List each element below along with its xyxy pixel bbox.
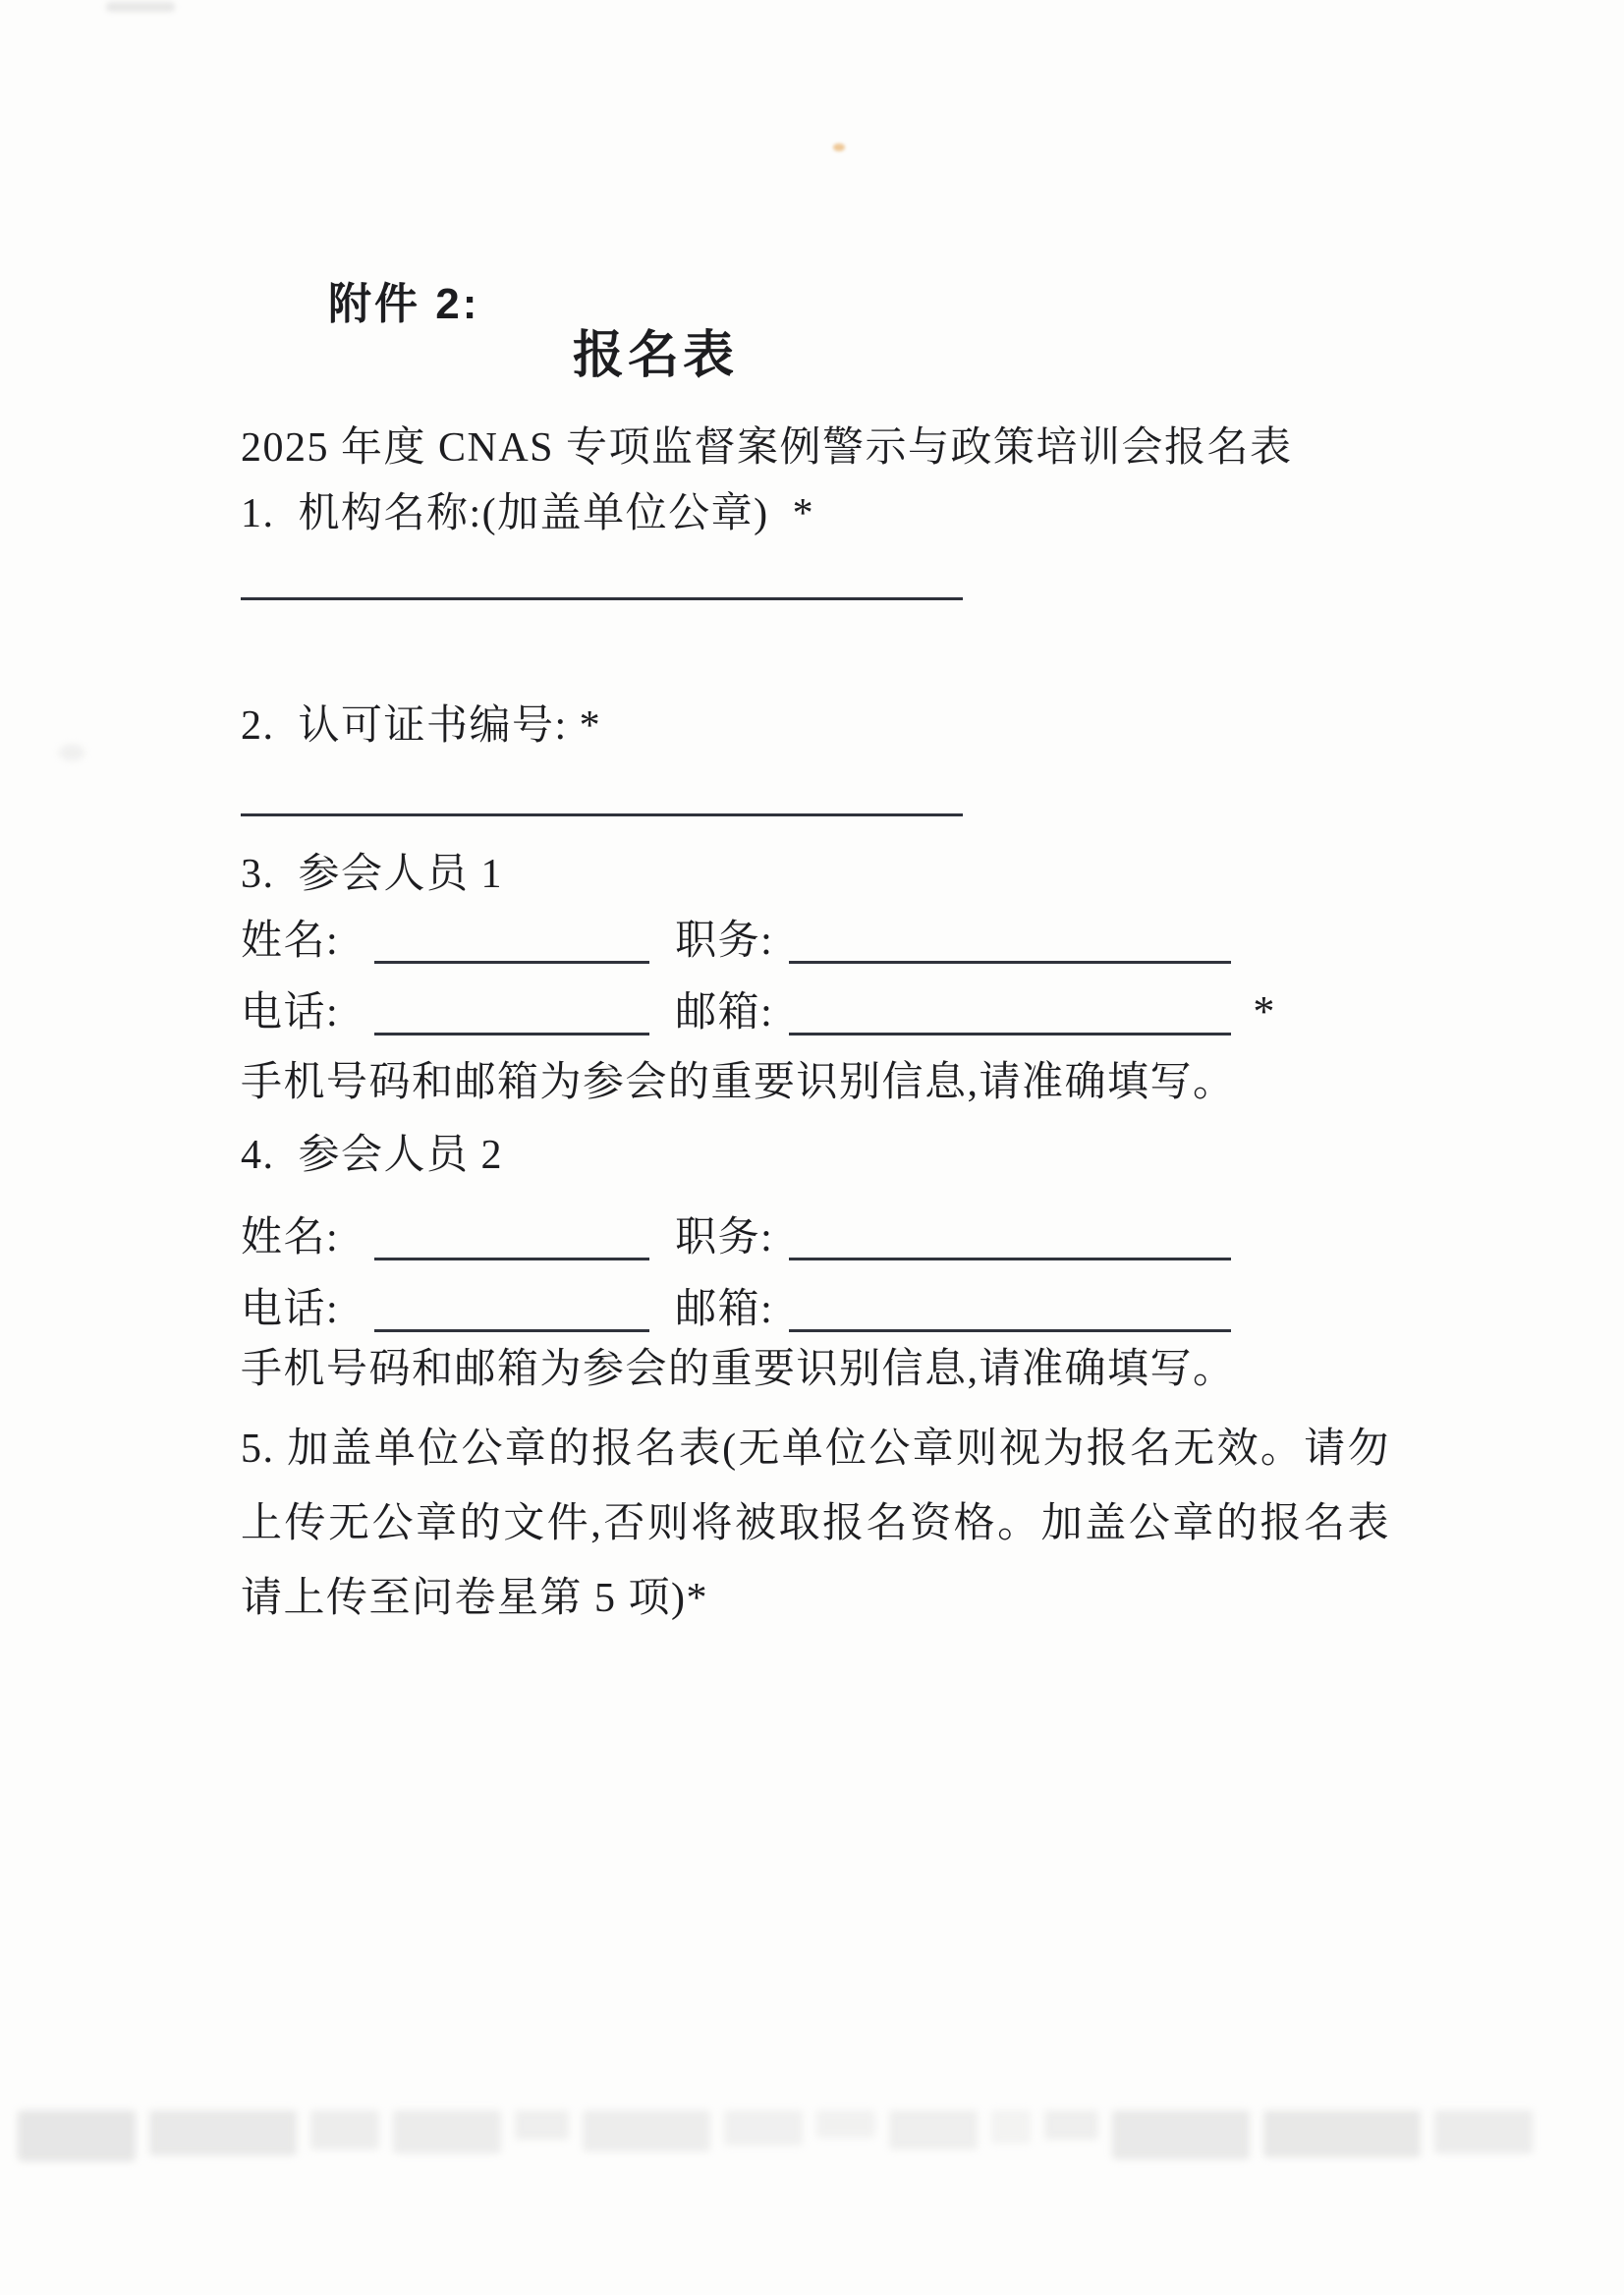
scan-artifact-blob	[310, 2110, 379, 2150]
section-3-heading: 3. 参会人员 1	[241, 852, 504, 897]
attendee-1-name-row	[241, 908, 1390, 967]
scan-artifact-blob	[583, 2110, 710, 2152]
attendee-2-phone-row	[241, 1276, 1390, 1335]
attendee-1-phone-row	[241, 980, 1390, 1038]
email-label: 邮箱:	[675, 990, 774, 1036]
email-fill-line	[789, 1282, 1231, 1332]
section-4-note: 手机号码和邮箱为参会的重要识别信息,请准确填写。	[241, 1347, 1236, 1392]
position-fill-line	[789, 914, 1231, 964]
section-3-note: 手机号码和邮箱为参会的重要识别信息,请准确填写。	[241, 1060, 1236, 1105]
scan-speck	[833, 143, 845, 151]
phone-label: 电话:	[241, 1287, 340, 1332]
position-fill-line	[789, 1210, 1231, 1260]
scan-artifact-blob	[18, 2110, 136, 2161]
scan-speck	[59, 745, 84, 760]
scan-artifact-blob	[149, 2110, 297, 2155]
attachment-label: 附件 2:	[328, 280, 480, 328]
name-fill-line	[374, 914, 649, 964]
form-subtitle: 2025 年度 CNAS 专项监督案例警示与政策培训会报名表	[241, 425, 1293, 471]
scan-artifact-blob	[515, 2110, 569, 2140]
scan-artifact-blob	[1434, 2110, 1533, 2154]
item-2-fill-line	[241, 813, 963, 816]
item-1-label: 1. 机构名称:(加盖单位公章) *	[241, 491, 815, 536]
page-bottom-bleedthrough-artifact	[18, 2110, 1580, 2181]
item-5-text: 5. 加盖单位公章的报名表(无单位公章则视为报名无效。请勿上传无公章的文件,否则将被取报名资格。加盖公章的报名表请上传至问卷星第 5 项)*	[241, 1427, 1390, 1621]
name-label: 姓名:	[241, 1215, 340, 1260]
scan-artifact-blob	[1112, 2110, 1250, 2159]
section-4-heading: 4. 参会人员 2	[241, 1133, 504, 1178]
scan-artifact-blob	[1263, 2110, 1421, 2157]
email-label: 邮箱:	[675, 1287, 774, 1332]
name-label: 姓名:	[241, 919, 340, 964]
form-title: 报名表	[573, 327, 739, 384]
phone-fill-line	[374, 1282, 649, 1332]
phone-label: 电话:	[241, 990, 340, 1036]
scan-artifact-blob	[1044, 2110, 1098, 2140]
scan-artifact-blob	[889, 2110, 978, 2150]
attendee-2-name-row	[241, 1204, 1390, 1263]
position-label: 职务:	[675, 919, 774, 964]
position-label: 职务:	[675, 1215, 774, 1260]
phone-fill-line	[374, 985, 649, 1036]
item-1-fill-line	[241, 597, 963, 600]
required-asterisk: *	[1253, 987, 1276, 1036]
scan-speck	[106, 2, 175, 12]
scan-artifact-blob	[724, 2110, 803, 2146]
scan-artifact-blob	[816, 2110, 875, 2138]
item-2-label: 2. 认可证书编号: *	[241, 703, 602, 749]
scan-artifact-blob	[991, 2110, 1031, 2144]
email-fill-line	[789, 985, 1231, 1036]
name-fill-line	[374, 1210, 649, 1260]
scan-artifact-blob	[393, 2110, 501, 2154]
